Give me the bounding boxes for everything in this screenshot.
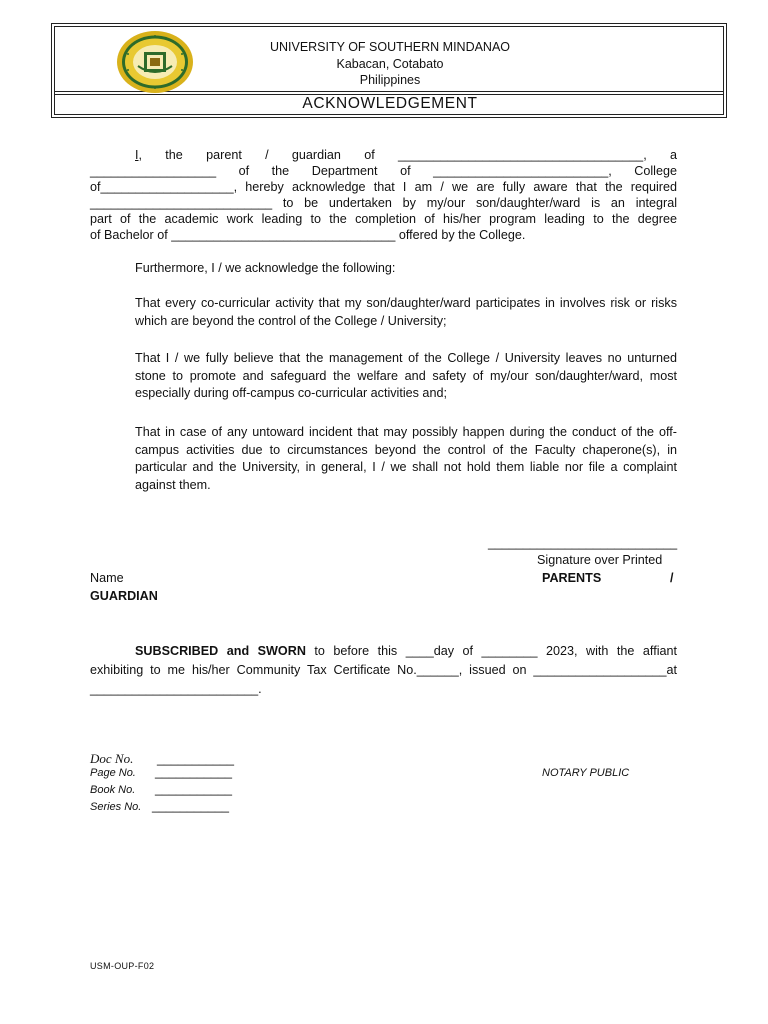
- body-line-3: of___________________, hereby acknowledge that I am / we are fully aware that the required: [90, 180, 677, 194]
- body-line-4: __________________________ to be undertaken by my/our son/daughter/ward is an integral: [90, 196, 677, 210]
- page-no-blank: ___________: [155, 765, 233, 779]
- signature-name-label: Name: [90, 571, 124, 585]
- body-line-5: part of the academic work leading to the completion of his/her program leading to the degree: [90, 212, 677, 226]
- management-paragraph-text: That I / we fully believe that the management of the College / University leaves no unturned stone to promote and safeguard the welfare and safety of my/our son/daughter/ward, most especially during off-campus co-curricular activities and;: [135, 351, 677, 401]
- subscribed-sworn: SUBSCRIBED and SWORN: [135, 644, 306, 658]
- signature-caption: Signature over Printed: [537, 553, 663, 567]
- university-country: Philippines: [359, 73, 421, 87]
- notary-public-label: NOTARY PUBLIC: [542, 767, 630, 779]
- liability-paragraph-text: That in case of any untoward incident that may possibly happen during the conduct of the off-campus activities due to circumstances beyond the control of the Faculty chaperone(s), in particular and the University, in general, I / we shall not hold them liable nor file a complaint against them.: [135, 425, 677, 493]
- doc-no-blank: ___________: [157, 752, 235, 766]
- university-name: UNIVERSITY OF SOUTHERN MINDANAO: [269, 40, 511, 54]
- liability-paragraph: [90, 424, 677, 495]
- guardian-label: GUARDIAN: [90, 589, 158, 603]
- body-line-1-text: , the parent / guardian of ___________________________________, a: [138, 148, 677, 162]
- university-city: Kabacan, Cotabato: [336, 57, 444, 71]
- jurat-line-3: ________________________.: [90, 682, 262, 696]
- page-no-label: Page No.: [90, 767, 136, 779]
- document-title: ACKNOWLEDGEMENT: [302, 95, 478, 112]
- furthermore-text: Furthermore, I / we acknowledge the following:: [135, 261, 396, 275]
- parents-label: PARENTS: [542, 571, 602, 585]
- risk-paragraph: [90, 295, 677, 330]
- jurat-line-2: exhibiting to me his/her Community Tax Certificate No.______, issued on ___________________at: [90, 663, 677, 677]
- body-line-1-i: I: [135, 148, 139, 162]
- body-line-6: of Bachelor of ________________________________ offered by the College.: [90, 228, 526, 242]
- series-no-label: Series No.: [90, 801, 142, 813]
- series-no-blank: ___________: [152, 799, 230, 813]
- risk-paragraph-text: That every co-curricular activity that my son/daughter/ward participates in involves risk or risks which are beyond the control of the College / University;: [135, 296, 677, 328]
- jurat-line-1-text: to before this ____day of ________ 2023, with the affiant: [305, 644, 677, 658]
- book-no-blank: ___________: [155, 782, 233, 796]
- body-line-1: [90, 147, 677, 163]
- university-seal-logo: [116, 30, 194, 94]
- parents-slash: /: [670, 571, 674, 585]
- form-code: USM-OUP-F02: [90, 961, 155, 971]
- book-no-label: Book No.: [90, 784, 136, 796]
- body-line-2: __________________ of the Department of _________________________, College: [90, 164, 677, 178]
- signature-line: ___________________________: [488, 536, 678, 550]
- doc-no-label: Doc No.: [90, 751, 134, 766]
- management-paragraph: [90, 350, 677, 403]
- jurat-line-1: [90, 643, 677, 659]
